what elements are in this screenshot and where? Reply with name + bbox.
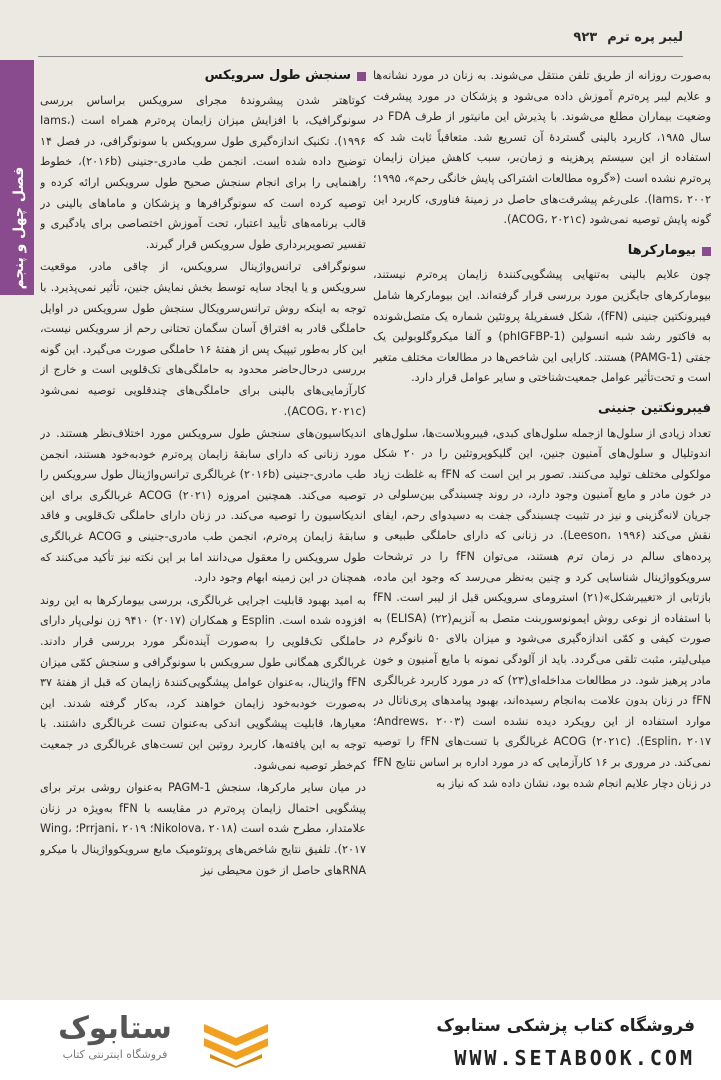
- section-heading-fetal-fibronectin: [373, 399, 711, 420]
- section-bullet-icon: [357, 72, 366, 81]
- subsection-title: فیبرونکتین جنینی: [597, 400, 711, 416]
- store-banner: [0, 1000, 721, 1080]
- book-stack-logo-icon: [200, 1016, 272, 1068]
- section-title: سنجش طول سرویکس: [204, 68, 351, 83]
- fibronectin-paragraph: تعداد زیادی از سلول‌ها ازجمله سلول‌های کبدی، فیبروبلاست‌ها، سلول‌های اندوتلیال و سلول‌های آمنیون جنین، این گلیکوپروتئین را در ۲۰ شکل مولکولی مختلف تولید می‌کنند. تصور بر این است که fFN به‌ غلظت زیاد در خون مادر و مایع آمنیون وجود دارد، در روند چسبندگی بین‌سلولی در جریان لانه‌گزینی و نیز در تثبیت چسبندگی جفت به دسیدوای رحم، ایفای نقش می‌کند (Leeson، ۱۹۹۶). در زنانی که دارای حاملگی طبیعی و پرده‌های سالم در زمان ترم هستند، می‌توان fFN را در ترشحات سرویکوواژینال شناسایی کرد و چنین به‌نظر می‌رسد که وجود این ماده، بازتابی از «تغییرشکل»(۲۱) استرومای سرویکس قبل از لیبر است. fFN با استفاده از نوعی روش ایمونوسوربنت متصل به آنزیم(۲۲) (ELISA) به‌ صورت کیفی و کمّی اندازه‌گیری می‌شود و میزان بالای ۵۰ نانوگرم در میلی‌لیتر، مثبت تلقی می‌گردد. باید از آلودگی نمونه با مایع آمنیون و خون مادر پرهیز شود. در مطالعات مداخله‌ای(۲۳) که در مورد کاربرد غربالگری fFN در زنان بدون علامت به‌انجام رسیده‌اند، بهبود پیامدهای پری‌ناتال در موارد استفاده از این رویکرد دیده نشده است (Andrews، ۲۰۰۳؛ Esplin، ۲۰۱۷). ACOG (۲۰۲۱c) غربالگری با تست‌های fFN را توصیه نمی‌کند. در مروری بر ۱۶ کارآزمایی که در مورد اداره بر اساس نتایج fFN در زنان دچار علایم انجام شده بود، نشان داده شد که نیاز به: [373, 426, 711, 790]
- section-heading-cervical-length: [40, 66, 366, 87]
- shop-name: فروشگاه کتاب پزشکی ستابوک: [436, 1016, 695, 1036]
- cervical-paragraph-2: سونوگرافی ترانس‌واژینال سرویکس، از چاقی مادر، موقعیت سرویکس و یا ایجاد سایه توسط بخش نمایش جنین، تأثیر نمی‌پذیرد. با توجه به اینکه روش ترانس‌سرویکال سنجش طول سرویکس در اوایل حاملگی قادر به افتراق آسان سگمان تحتانی رحم از سرویکس نیست، این کار به‌طور تیپیک پس از هفتهٔ ۱۶ حاملگی صورت می‌گیرد. این گونه بررسی درحال‌حاضر محدود به حاملگی‌های تک‌قلویی است و خارج از کارآزمایی‌های بالینی برای حاملگی‌های چندقلویی توصیه نمی‌شود (ACOG، ۲۰۲۱c).: [40, 260, 366, 418]
- biomarkers-paragraph: چون علایم بالینی به‌تنهایی پیشگویی‌کنندهٔ زایمان پره‌ترم نیستند، بیومارکرهای جایگزین مورد بررسی قرار گرفته‌اند. این بیومارکرها شامل فیبرونکتین جنینی (fFN)، شکل فسفریلهٔ پروتئین شماره یک متصل‌شونده به فاکتور رشد شبه انسولین (phIGFBP-1) و آلفا میکروگلوبولین یک جفتی (PAMG-1) هستند. کارایی این شاخص‌ها در مطالعات مختلف متغیر است و تحت‌تأثیر عوامل جمعیت‌شناختی و سایر عوامل قرار دارد.: [373, 268, 711, 385]
- cervical-paragraph-5: در میان سایر مارکرها، سنجش PAGM-1 به‌عنوان روشی برتر برای پیشگویی احتمال زایمان پره‌ترم در مقایسه با fFN به‌ویژه در زنان علامتدار، مطرح شده است (Nikolova، ۲۰۱۸؛ Prrjani، ۲۰۱۹؛ Wing، ۲۰۱۷). تلفیق نتایج شاخص‌های پروتئومیک مایع سرویکوواژینال با میکرو RNAهای حاصل از خون محیطی نیز: [40, 781, 366, 877]
- header-book-title: لیبر پره ترم: [607, 30, 683, 45]
- cervical-paragraph-1: کوتاهتر شدن پیشروندهٔ مجرای سرویکس براساس بررسی سونوگرافیک، با افزایش میزان زایمان پره‌ترم همراه است (Iams، ۱۹۹۶). تکنیک اندازه‌گیری طول سرویکس با سونوگرافی، در فصل ۱۴ توضیح داده شده است. انجمن طب مادری-جنینی (۲۰۱۶b)، خطوط راهنمایی را برای انجام سنجش صحیح طول سرویکس ارائه کرده و توصیه کرده است که سونوگرافرها و پزشکان و ماماهای بالینی در قالب برنامه‌های تأیید اعتبار، تحت آموزش اختصاصی برای یادگیری و تفسیر تصویربرداری طول سرویکس قرار گیرند.: [40, 93, 366, 251]
- cervical-paragraph-3: اندیکاسیون‌های سنجش طول سرویکس مورد اختلاف‌نظر هستند. در مورد زنانی که دارای سابقهٔ زایمان پره‌ترم خودبه‌خود هستند، انجمن طب مادری-جنینی (۲۰۱۶b) غربالگری ترانس‌واژینال طول سرویکس را توصیه می‌کند. همچنین امروزه ACOG (۲۰۲۱) غربالگری برای این اندیکاسیون را توصیه می‌کند. در زنان دارای حاملگی تک‌قلویی و فاقد سابقهٔ زایمان پره‌ترم، انجمن طب مادری-جنینی و ACOG غربالگری طول سرویکس را معقول می‌دانند اما بر این نکته نیز تأکید می‌کنند که همچنان در این زمینه ابهام وجود دارد.: [40, 427, 366, 585]
- left-column: [40, 66, 366, 994]
- section-title: بیومارکرها: [627, 242, 696, 258]
- header-page-number: ۹۲۳: [573, 30, 598, 45]
- shop-url[interactable]: WWW.SETABOOK.COM: [454, 1046, 695, 1070]
- running-header: [38, 30, 683, 54]
- cervical-paragraph-4: به امید بهبود قابلیت اجرایی غربالگری، بررسی بیومارکرها به این روند افزوده شده است. Esplin و همکاران (۲۰۱۷) ۹۴۱۰ زن نولی‌پار دارای حاملگی تک‌قلویی را به‌صورت آینده‌نگر مورد بررسی قرار دادند. غربالگری همگانی طول سرویکس با سونوگرافی و سنجش کمّی میزان fFN واژینال، به‌عنوان عوامل پیشگویی‌کنندهٔ زایمان که قبل از هفتهٔ ۳۷ به‌صورت خودبه‌خود زایمان خواهند کرد، به‌کار گرفته شدند. این معیارها، قابلیت پیشگویی اندکی به‌عنوان تست غربالگری داشتند. با توجه به این یافته‌ها، کاربرد روتین این تست‌های غربالگری در جمعیت کم‌خطر توصیه نمی‌شود.: [40, 593, 366, 772]
- right-column: [373, 66, 711, 994]
- intro-paragraph: به‌صورت روزانه از طریق تلفن منتقل می‌شوند. به زنان در مورد نشانه‌ها و علایم لیبر پره‌ترم آموزش داده می‌شود و پزشکان در مورد پیشرفت وضعیت بیماران مطلع می‌شوند. با پذیرش این مانیتور از طرف FDA در سال ۱۹۸۵، کاربرد بالینی گستردهٔ آن تسریع شد. متعاقباً ثابت شد که استفاده از این سیستم پرهزینه و زمان‌بر، سبب کاهش میزان زایمان پره‌ترم نشده است («گروه مطالعات اشتراکی پایش خانگی رحم»، ۱۹۹۵؛ Iams، ۲۰۰۲). علی‌رغم پیشرفت‌های حاصل در زمینهٔ فناوری، کاربرد این گونه پایش توصیه نمی‌شود (ACOG، ۲۰۲۱c).: [373, 69, 711, 227]
- chapter-tab: [0, 60, 34, 295]
- logo-text: ستابوک: [58, 1011, 172, 1046]
- store-logo-wordmark: [40, 1010, 190, 1070]
- chapter-tab-label: فصل چهل و پنجم: [11, 166, 27, 290]
- header-divider: [38, 56, 683, 57]
- section-heading-biomarkers: [373, 241, 711, 262]
- logo-tagline: فروشگاه اینترنتی کتاب: [62, 1048, 168, 1061]
- section-bullet-icon: [702, 247, 711, 256]
